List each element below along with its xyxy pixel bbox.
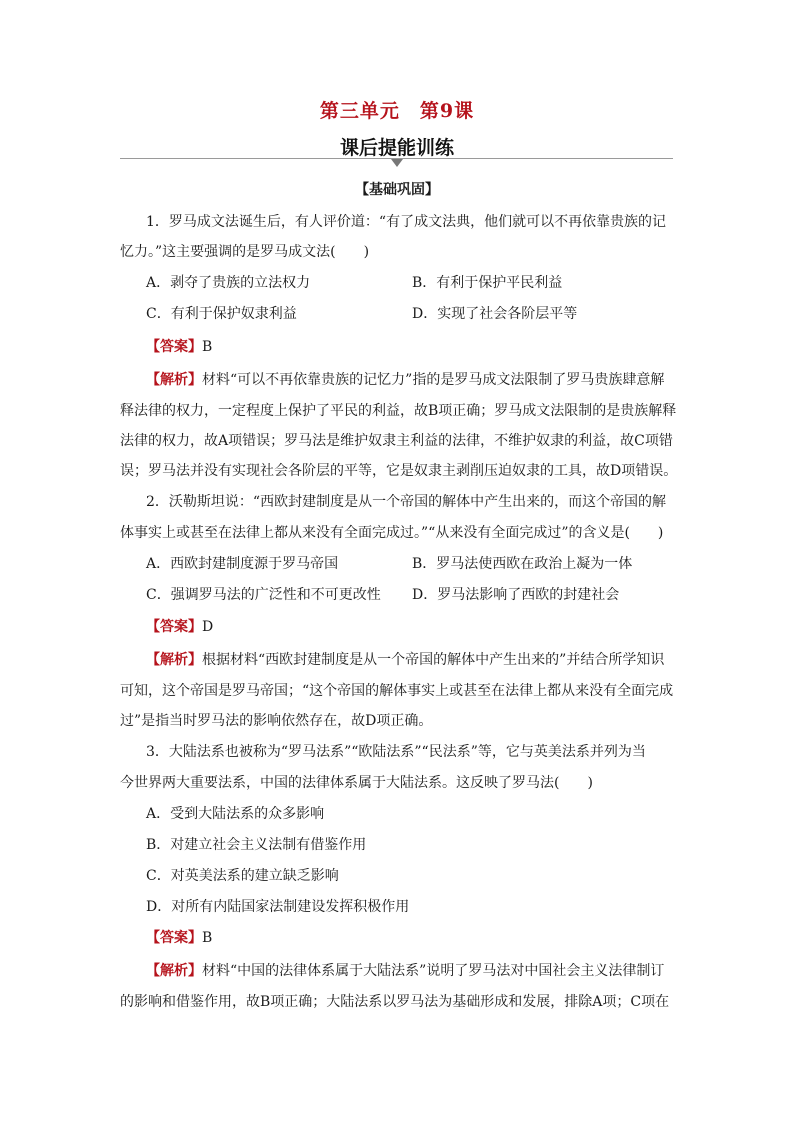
section-heading: 【基础巩固】 (355, 182, 439, 198)
q2-option-b: B．罗马法使西欧在政治上凝为一体 (412, 556, 633, 572)
q1-stem-line2: 忆力。”这主要强调的是罗马成文法( ) (120, 244, 370, 260)
q1-analysis-line4: 误；罗马法并没有实现社会各阶层的平等，它是奴隶主剥削压迫奴隶的工具，故D项错误。 (120, 463, 678, 479)
q3-analysis-line2: 的影响和借鉴作用，故B项正确；大陆法系以罗马法为基础形成和发展，排除A项；C项在 (120, 994, 670, 1010)
q3-stem-line2: 今世界两大重要法系，中国的法律体系属于大陆法系。这反映了罗马法( ) (120, 775, 593, 791)
q2-analysis-line3: 过”是指当时罗马法的影响依然存在，故D项正确。 (120, 713, 433, 729)
answer-tag: 【答案】 (146, 930, 202, 946)
triangle-down-icon (391, 159, 403, 167)
q2-option-d: D．罗马法影响了西欧的封建社会 (412, 587, 620, 603)
answer-value: B (202, 930, 213, 946)
q2-analysis-line1 (146, 650, 680, 670)
analysis-text: 材料“中国的法律体系属于大陆法系”说明了罗马法对中国社会主义法律制订 (202, 963, 665, 979)
answer-tag: 【答案】 (146, 339, 202, 355)
analysis-tag: 【解析】 (146, 652, 202, 668)
q3-option-b: B．对建立社会主义法制有借鉴作用 (146, 837, 367, 853)
q2-answer (146, 617, 680, 637)
q1-option-b: B．有利于保护平民利益 (412, 275, 563, 291)
q3-stem-line1: 3．大陆法系也被称为“罗马法系”“欧陆法系”“民法系”等，它与英美法系并列为当 (146, 744, 646, 760)
unit-title: 第三单元 第9课 (319, 100, 475, 122)
q2-option-a: A．西欧封建制度源于罗马帝国 (146, 556, 339, 572)
q2-stem-line2: 体事实上或甚至在法律上都从来没有全面完成过。”“从来没有全面完成过”的含义是( ) (120, 525, 664, 541)
q1-analysis-line1 (146, 370, 680, 390)
analysis-text: 根据材料“西欧封建制度是从一个帝国的解体中产生出来的”并结合所学知识 (202, 652, 665, 668)
q1-option-a: A．剥夺了贵族的立法权力 (146, 275, 311, 291)
q3-analysis-line1 (146, 961, 680, 981)
q3-option-a: A．受到大陆法系的众多影响 (146, 806, 325, 822)
q1-answer (146, 337, 680, 357)
analysis-tag: 【解析】 (146, 372, 202, 388)
q1-option-c: C．有利于保护奴隶利益 (146, 306, 297, 322)
answer-value: D (202, 619, 214, 635)
q1-stem-line1: 1．罗马成文法诞生后，有人评价道：“有了成文法典，他们就可以不再依靠贵族的记 (146, 214, 667, 230)
q3-answer (146, 928, 680, 948)
q3-option-c: C．对英美法系的建立缺乏影响 (146, 868, 339, 884)
answer-value: B (202, 339, 213, 355)
q1-option-d: D．实现了社会各阶层平等 (412, 306, 578, 322)
answer-tag: 【答案】 (146, 619, 202, 635)
q3-option-d: D．对所有内陆国家法制建设发挥积极作用 (146, 899, 410, 915)
q1-analysis-line3: 法律的权力，故A项错误；罗马法是维护奴隶主利益的法律，不维护奴隶的利益，故C项错 (120, 433, 673, 449)
page-subtitle: 课后提能训练 (339, 137, 454, 159)
analysis-text: 材料“可以不再依靠贵族的记忆力”指的是罗马成文法限制了罗马贵族肆意解 (202, 372, 665, 388)
q1-analysis-line2: 释法律的权力，一定程度上保护了平民的利益，故B项正确；罗马成文法限制的是贵族解释 (120, 403, 677, 419)
q2-option-c: C．强调罗马法的广泛性和不可更改性 (146, 587, 381, 603)
analysis-tag: 【解析】 (146, 963, 202, 979)
q2-stem-line1: 2．沃勒斯坦说：“西欧封建制度是从一个帝国的解体中产生出来的，而这个帝国的解 (146, 494, 667, 510)
q2-analysis-line2: 可知，这个帝国是罗马帝国；“这个帝国的解体事实上或甚至在法律上都从来没有全面完成 (120, 683, 674, 699)
